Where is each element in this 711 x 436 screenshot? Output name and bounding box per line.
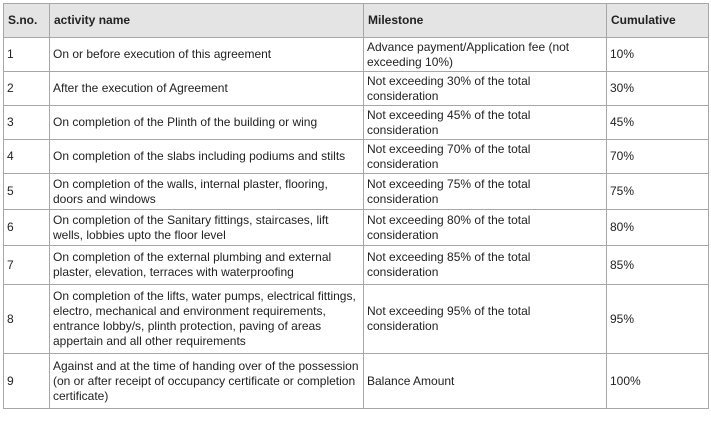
cell-milestone: Not exceeding 70% of the total consideration bbox=[364, 140, 607, 174]
cell-activity: On completion of the walls, internal plaster, flooring, doors and windows bbox=[50, 174, 364, 210]
cell-cumulative: 80% bbox=[607, 210, 709, 246]
cell-sno: 1 bbox=[4, 38, 50, 72]
cell-milestone: Not exceeding 75% of the total consideration bbox=[364, 174, 607, 210]
payment-schedule-table bbox=[3, 3, 709, 409]
cell-cumulative: 30% bbox=[607, 72, 709, 106]
cell-cumulative: 70% bbox=[607, 140, 709, 174]
table-row bbox=[4, 210, 709, 246]
cell-activity: After the execution of Agreement bbox=[50, 72, 364, 106]
table-row bbox=[4, 72, 709, 106]
cell-sno: 8 bbox=[4, 285, 50, 354]
cell-sno: 9 bbox=[4, 354, 50, 409]
cell-sno: 7 bbox=[4, 246, 50, 285]
header-sno: S.no. bbox=[4, 4, 50, 38]
cell-cumulative: 95% bbox=[607, 285, 709, 354]
cell-milestone: Advance payment/Application fee (not exceeding 10%) bbox=[364, 38, 607, 72]
cell-activity: On completion of the Sanitary fittings, staircases, lift wells, lobbies upto the floor level bbox=[50, 210, 364, 246]
cell-activity: On completion of the lifts, water pumps, electrical fittings, electro, mechanical and environment requirements, entrance lobby/s, plinth protection, paving of areas appertain and all other requirements bbox=[50, 285, 364, 354]
cell-cumulative: 75% bbox=[607, 174, 709, 210]
cell-activity: On completion of the slabs including podiums and stilts bbox=[50, 140, 364, 174]
cell-cumulative: 10% bbox=[607, 38, 709, 72]
table-row bbox=[4, 106, 709, 140]
header-milestone: Milestone bbox=[364, 4, 607, 38]
cell-cumulative: 85% bbox=[607, 246, 709, 285]
cell-activity: On completion of the external plumbing and external plaster, elevation, terraces with waterproofing bbox=[50, 246, 364, 285]
cell-milestone: Not exceeding 85% of the total consideration bbox=[364, 246, 607, 285]
cell-milestone: Not exceeding 45% of the total consideration bbox=[364, 106, 607, 140]
cell-sno: 4 bbox=[4, 140, 50, 174]
cell-activity: On completion of the Plinth of the building or wing bbox=[50, 106, 364, 140]
table-row bbox=[4, 354, 709, 409]
table-header-row bbox=[4, 4, 709, 38]
cell-milestone: Balance Amount bbox=[364, 354, 607, 409]
table-row bbox=[4, 285, 709, 354]
cell-milestone: Not exceeding 30% of the total consideration bbox=[364, 72, 607, 106]
cell-sno: 2 bbox=[4, 72, 50, 106]
cell-milestone: Not exceeding 80% of the total consideration bbox=[364, 210, 607, 246]
table-row bbox=[4, 246, 709, 285]
cell-cumulative: 45% bbox=[607, 106, 709, 140]
header-cumulative: Cumulative bbox=[607, 4, 709, 38]
cell-sno: 5 bbox=[4, 174, 50, 210]
cell-milestone: Not exceeding 95% of the total consideration bbox=[364, 285, 607, 354]
cell-activity: Against and at the time of handing over of the possession (on or after receipt of occupancy certificate or completion certificate) bbox=[50, 354, 364, 409]
table-row bbox=[4, 140, 709, 174]
cell-cumulative: 100% bbox=[607, 354, 709, 409]
table-row bbox=[4, 174, 709, 210]
cell-sno: 6 bbox=[4, 210, 50, 246]
header-activity-name: activity name bbox=[50, 4, 364, 38]
cell-sno: 3 bbox=[4, 106, 50, 140]
table-row bbox=[4, 38, 709, 72]
cell-activity: On or before execution of this agreement bbox=[50, 38, 364, 72]
